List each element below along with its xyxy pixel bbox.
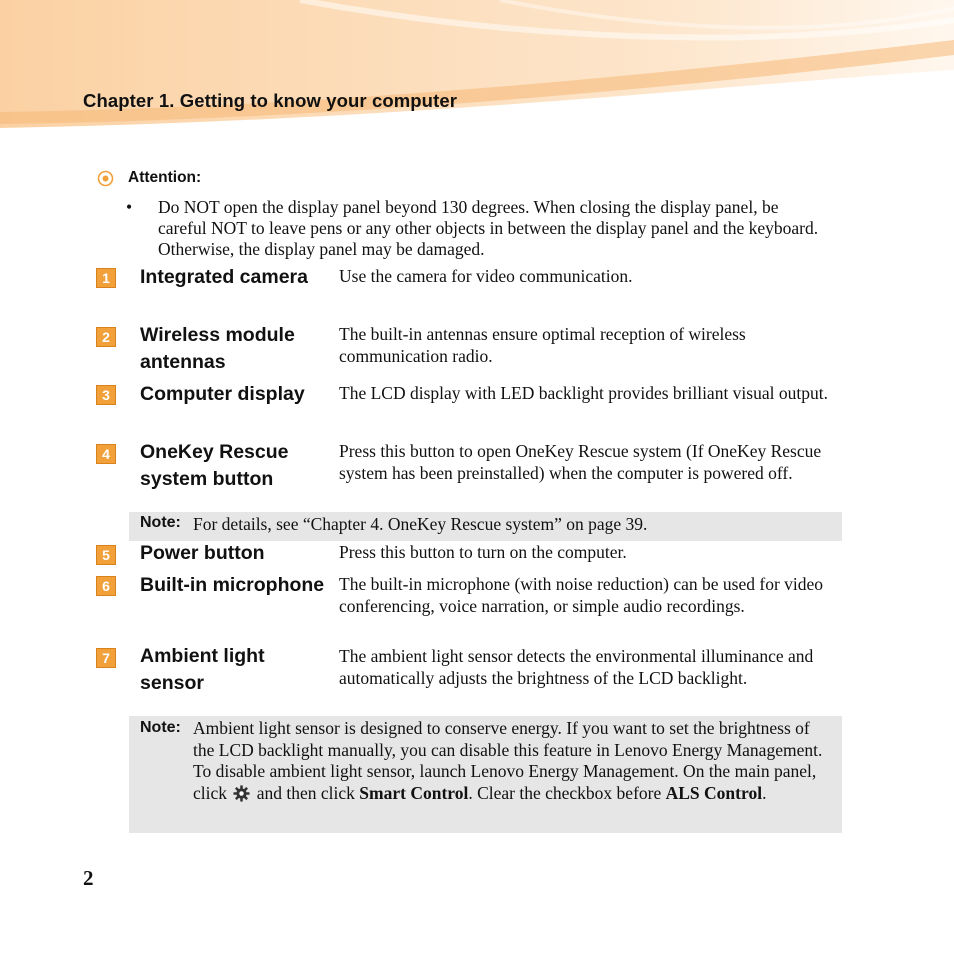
item-number-2: 2 [96, 327, 116, 347]
item-term-2: Wireless module antennas [140, 324, 295, 373]
item-desc-2: The built-in antennas ensure optimal reception of wireless communication radio. [339, 324, 746, 366]
item-term-7: Ambient light sensor [140, 645, 265, 694]
attention-icon [97, 170, 114, 187]
chapter-title: Chapter 1. Getting to know your computer [83, 90, 458, 111]
note-text: For details, see “Chapter 4. OneKey Rescue system” on page 39. [193, 514, 648, 534]
item-desc-3: The LCD display with LED backlight provides brilliant visual output. [339, 383, 828, 403]
item-term-1: Integrated camera [140, 266, 308, 288]
note-text-d: . [762, 782, 767, 803]
item-desc-6: The built-in microphone (with noise reduction) can be used for video conferencing, voice narration, or simple audio recordings. [339, 574, 824, 616]
item-number-5: 5 [96, 545, 116, 565]
bullet-dot: • [126, 197, 133, 217]
note-text-a: Ambient light sensor is designed to conserve energy. If you want to set the brightness of the LCD backlight manually, you can disable this feature in Lenovo Energy Management. To disable ambient light sensor, launch Lenovo Energy Management. On the main panel, click [193, 718, 823, 803]
smart-control-label: Smart Control [359, 782, 469, 803]
item-number-1: 1 [96, 268, 116, 288]
item-number-4: 4 [96, 444, 116, 464]
page-number: 2 [83, 866, 94, 890]
item-term-4: OneKey Rescue system button [140, 441, 289, 490]
item-desc-1: Use the camera for video communication. [339, 266, 633, 286]
item-term-6: Built-in microphone [140, 574, 325, 596]
item-term-5: Power button [140, 542, 265, 564]
item-term-3: Computer display [140, 383, 305, 405]
als-control-label: ALS Control [665, 782, 763, 803]
note-box-als [129, 716, 842, 833]
attention-label: Attention: [128, 169, 202, 186]
item-desc-7: The ambient light sensor detects the environmental illuminance and automatically adjusts the brightness of the LCD backlight. [339, 646, 814, 688]
note-label: Note: [140, 514, 181, 531]
gear-icon [233, 785, 250, 802]
note-text-c: . Clear the checkbox before [468, 782, 662, 803]
note-text [193, 718, 833, 804]
header-band [0, 0, 954, 135]
attention-text: Do NOT open the display panel beyond 130 degrees. When closing the display panel, be careful NOT to leave pens or any other objects in between the display panel and the keyboard. Otherwise, the display panel may be damaged. [158, 197, 819, 259]
item-number-6: 6 [96, 576, 116, 596]
note-text-b: and then click [256, 782, 355, 803]
note-box-onekey [129, 512, 842, 541]
attention-heading [97, 169, 201, 187]
item-number-3: 3 [96, 385, 116, 405]
note-label: Note: [140, 719, 181, 736]
item-desc-4: Press this button to open OneKey Rescue system (If OneKey Rescue system has been preinstalled) when the computer is powered off. [339, 441, 822, 483]
item-number-7: 7 [96, 648, 116, 668]
item-desc-5: Press this button to turn on the computer. [339, 542, 627, 562]
